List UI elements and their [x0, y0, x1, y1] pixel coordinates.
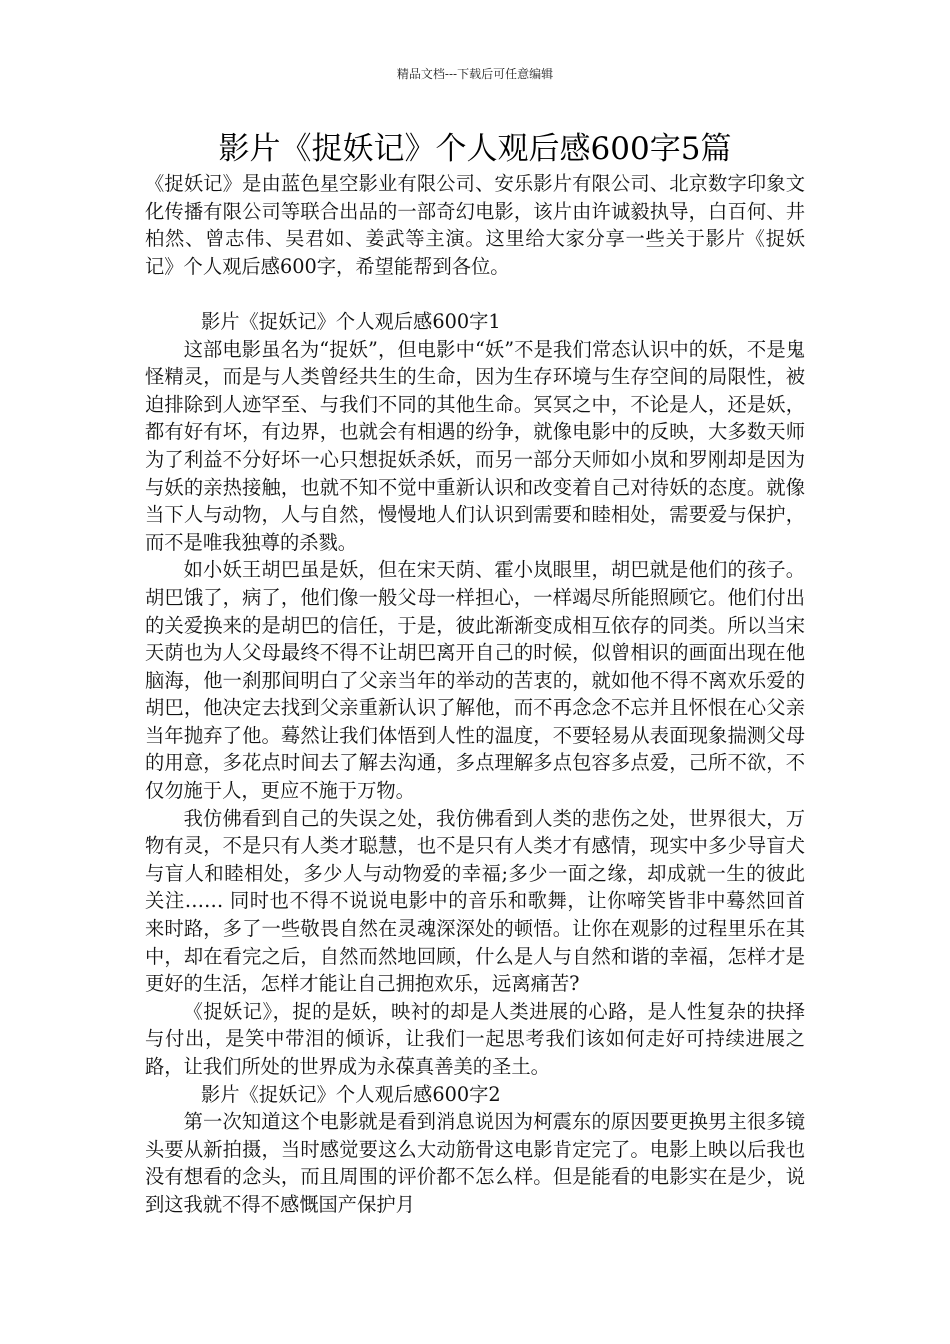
paragraph: 我仿佛看到自己的失误之处，我仿佛看到人类的悲伤之处，世界很大，万物有灵，不是只有人类才聪慧，也不是只有人类才有感情，现实中多少导盲犬与盲人和睦相处，多少人与动物爱的幸福;多少一面之缘，却成就一生的彼此关注…… 同时也不得不说说电影中的音乐和歌舞，让你啼笑皆非中蓦然回首来时路，多了一些敬畏自然在灵魂深深处的顿悟。让你在观影的过程里乐在其中，却在看完之后，自然而然地回顾，什么是人与自然和谐的幸福，怎样才是更好的生活，怎样才能让自己拥抱欢乐，远离痛苦?: [145, 806, 805, 996]
document-title: 影片《捉妖记》个人观后感600字5篇: [218, 131, 732, 167]
blank-line: [145, 280, 805, 308]
intro-paragraph: 《捉妖记》是由蓝色星空影业有限公司、安乐影片有限公司、北京数字印象文化传播有限公司等联合出品的一部奇幻电影，该片由许诚毅执导，白百何、井柏然、曾志伟、吴君如、姜武等主演。这里给大家分享一些关于影片《捉妖记》个人观后感600字，希望能帮到各位。: [145, 172, 805, 278]
paragraph: 《捉妖记》，捉的是妖，映衬的却是人类进展的心路，是人性复杂的抉择与付出，是笑中带泪的倾诉，让我们一起思考我们该如何走好可持续进展之路，让我们所处的世界成为永葆真善美的圣土。: [145, 999, 805, 1078]
section-heading-2: 影片《捉妖记》个人观后感600字2: [200, 1082, 501, 1106]
document-body: [145, 170, 805, 1219]
section-heading-1: 影片《捉妖记》个人观后感600字1: [200, 309, 501, 333]
paragraph: 如小妖王胡巴虽是妖，但在宋天荫、霍小岚眼里，胡巴就是他们的孩子。胡巴饿了，病了，他们像一般父母一样担心，一样竭尽所能照顾它。他们付出的关爱换来的是胡巴的信任，于是，彼此渐渐变成相互依存的同类。所以当宋天荫也为人父母最终不得不让胡巴离开自己的时候，似曾相识的画面出现在他脑海，他一刹那间明白了父亲当年的举动的苦衷的，就如他不得不离欢乐爱的胡巴，他决定去找到父亲重新认识了解他，而不再念念不忘并且怀恨在心父亲当年抛弃了他。蓦然让我们体悟到人性的温度，不要轻易从表面现象揣测父母的用意，多花点时间去了解去沟通，多点理解多点包容多点爱，己所不欲，不仅勿施于人，更应不施于万物。: [145, 558, 805, 803]
page-header: 精品文档---下载后可任意编辑: [396, 67, 554, 81]
paragraph: 这部电影虽名为“捉妖”，但电影中“妖”不是我们常态认识中的妖，不是鬼怪精灵，而是与人类曾经共生的生命，因为生存环境与生存空间的局限性，被迫排除到人迹罕至、与我们不同的其他生命。冥冥之中，不论是人，还是妖，都有好有坏，有边界，也就会有相遇的纷争，就像电影中的反映，大多数天师为了利益不分好坏一心只想捉妖杀妖，而另一部分天师如小岚和罗刚却是因为与妖的亲热接触，也就不知不觉中重新认识和改变着自己对待妖的态度。就像当下人与动物，人与自然，慢慢地人们认识到需要和睦相处，需要爱与保护，而不是唯我独尊的杀戮。: [145, 337, 805, 554]
paragraph: 第一次知道这个电影就是看到消息说因为柯震东的原因要更换男主很多镜头要从新拍摄，当时感觉要这么大动筋骨这电影肯定完了。电影上映以后我也没有想看的念头，而且周围的评价都不怎么样。但是能看的电影实在是少，说到这我就不得不感慨国产保护月: [145, 1110, 805, 1216]
